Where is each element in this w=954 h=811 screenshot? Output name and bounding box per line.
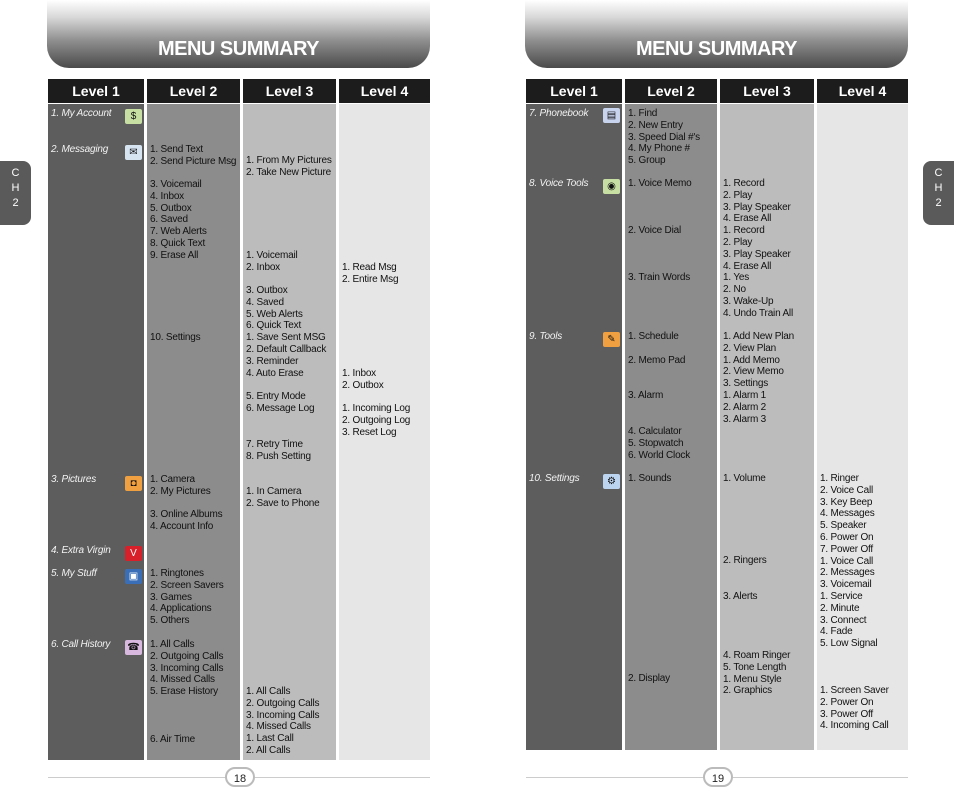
- chapter-letter: C: [934, 167, 943, 179]
- level3-group: 1. In Camera 2. Save to Phone: [246, 486, 320, 509]
- phonebook-icon: ▤: [603, 108, 620, 123]
- right-header-level4: Level 4: [817, 79, 908, 103]
- menu-my-account: 1. My Account: [51, 108, 112, 119]
- menu-phonebook: 7. Phonebook: [529, 108, 589, 119]
- level3-group: 5. Entry Mode 6. Message Log: [246, 391, 315, 414]
- level2-group: 1. All Calls 2. Outgoing Calls 3. Incoming Calls 4. Missed Calls 5. Erase History: [150, 639, 224, 698]
- level2-group: 1. Ringtones 2. Screen Savers 3. Games 4. Applications 5. Others: [150, 568, 224, 627]
- level2-group: 1. Schedule: [628, 331, 679, 342]
- menu-voice-tools: 8. Voice Tools: [529, 178, 589, 189]
- menu-settings: 10. Settings: [529, 473, 580, 484]
- level2-group: 3. Online Albums 4. Account Info: [150, 509, 223, 532]
- level4-group: 1. Screen Saver 2. Power On 3. Power Off 4. Incoming Call: [820, 685, 889, 732]
- voice-icon: ◉: [603, 179, 620, 194]
- level2-group: 4. Calculator 5. Stopwatch 6. World Clock: [628, 426, 691, 461]
- chapter-number: 2: [12, 197, 19, 209]
- level2-group: 1. Sounds: [628, 473, 672, 484]
- left-header-level2: Level 2: [147, 79, 240, 103]
- level3-group: 2. Ringers: [723, 555, 767, 566]
- chapter-number: 2: [935, 197, 942, 209]
- right-level3-column: [720, 104, 814, 750]
- right-header-level3: Level 3: [720, 79, 814, 103]
- camera-icon: ◘: [125, 476, 142, 491]
- menu-tools: 9. Tools: [529, 331, 563, 342]
- level3-group: 1. Record 2. Play 3. Play Speaker 4. Erase All 1. Record 2. Play 3. Play Speaker 4. Erase All 1. Yes 2. No 3. Wake-Up 4. Undo Train All: [723, 178, 793, 319]
- left-level2-column: [147, 104, 240, 760]
- right-level4-column: [817, 104, 908, 750]
- left-page-number: 18: [225, 767, 255, 787]
- virgin-logo-icon: V: [125, 546, 142, 561]
- left-header-level3: Level 3: [243, 79, 336, 103]
- level2-group: 2. Memo Pad: [628, 355, 686, 366]
- right-page-title: MENU SUMMARY: [635, 38, 798, 60]
- level2-group: 1. Camera 2. My Pictures: [150, 474, 211, 497]
- left-header-level4: Level 4: [339, 79, 430, 103]
- level2-group: 3. Train Words: [628, 272, 691, 283]
- menu-my-stuff: 5. My Stuff: [51, 568, 97, 579]
- level3-group: 1. Volume: [723, 473, 766, 484]
- wrench-icon: ✎: [603, 332, 620, 347]
- right-title-banner: [525, 0, 908, 68]
- envelope-icon: ✉: [125, 145, 142, 160]
- left-chapter-tab: [0, 161, 31, 225]
- chapter-letter: H: [11, 182, 20, 194]
- menu-call-history: 6. Call History: [51, 639, 111, 650]
- chapter-letter: C: [11, 167, 20, 179]
- level3-group: 4. Roam Ringer 5. Tone Length 1. Menu Style 2. Graphics: [723, 650, 791, 697]
- level4-group: 1. Read Msg 2. Entire Msg: [342, 262, 399, 285]
- level3-group: 3. Outbox 4. Saved 5. Web Alerts 6. Quick Text 1. Save Sent MSG 2. Default Callback 3. Reminder 4. Auto Erase: [246, 285, 327, 379]
- level3-group: 1. Add New Plan 2. View Plan 1. Add Memo 2. View Memo 3. Settings 1. Alarm 1 2. Alarm 2 3. Alarm 3: [723, 331, 794, 425]
- left-title-banner: [47, 0, 430, 68]
- right-chapter-tab: [923, 161, 954, 225]
- menu-extra-virgin: 4. Extra Virgin: [51, 545, 111, 556]
- level2-group: 1. Send Text 2. Send Picture Msg: [150, 144, 237, 167]
- menu-pictures: 3. Pictures: [51, 474, 97, 485]
- right-level2-column: [625, 104, 717, 750]
- menu-messaging: 2. Messaging: [51, 144, 109, 155]
- level3-group: 1. All Calls 2. Outgoing Calls 3. Incoming Calls 4. Missed Calls 1. Last Call 2. All Calls: [246, 686, 320, 756]
- level2-group: 6. Air Time: [150, 734, 196, 745]
- gift-box-icon: ▣: [125, 569, 142, 584]
- right-header-level2: Level 2: [625, 79, 717, 103]
- level2-group: 1. Find 2. New Entry 3. Speed Dial #'s 4. My Phone # 5. Group: [628, 108, 700, 167]
- level2-group: 2. Display: [628, 673, 670, 684]
- level3-group: 7. Retry Time 8. Push Setting: [246, 439, 311, 462]
- left-header-level1: Level 1: [48, 79, 144, 103]
- chapter-letter: H: [934, 182, 943, 194]
- right-page-number: 19: [703, 767, 733, 787]
- level2-group: 2. Voice Dial: [628, 225, 681, 236]
- left-page-title: MENU SUMMARY: [157, 38, 320, 60]
- left-level4-column: [339, 104, 430, 760]
- level3-group: 1. From My Pictures 2. Take New Picture: [246, 155, 332, 178]
- level3-group: 1. Voicemail 2. Inbox: [246, 250, 298, 273]
- gear-icon: ⚙: [603, 474, 620, 489]
- left-level1-column: [48, 104, 144, 760]
- left-level3-column: [243, 104, 336, 760]
- level2-group: 3. Alarm: [628, 390, 664, 401]
- right-header-level1: Level 1: [526, 79, 622, 103]
- money-icon: $: [125, 109, 142, 124]
- level2-group: 10. Settings: [150, 332, 201, 343]
- level4-group: 1. Inbox 2. Outbox: [342, 368, 384, 391]
- phone-log-icon: ☎: [125, 640, 142, 655]
- level2-group: 1. Voice Memo: [628, 178, 692, 189]
- right-level1-column: [526, 104, 622, 750]
- level2-group: 3. Voicemail 4. Inbox 5. Outbox 6. Saved 7. Web Alerts 8. Quick Text 9. Erase All: [150, 179, 207, 261]
- level4-group: 1. Incoming Log 2. Outgoing Log 3. Reset Log: [342, 403, 411, 438]
- level3-group: 3. Alerts: [723, 591, 758, 602]
- level4-group: 1. Ringer 2. Voice Call 3. Key Beep 4. Messages 5. Speaker 6. Power On 7. Power Off 1. Voice Call 2. Messages 3. Voicemail 1. Service 2. Minute 3. Connect 4. Fade 5. Low Signal: [820, 473, 878, 650]
